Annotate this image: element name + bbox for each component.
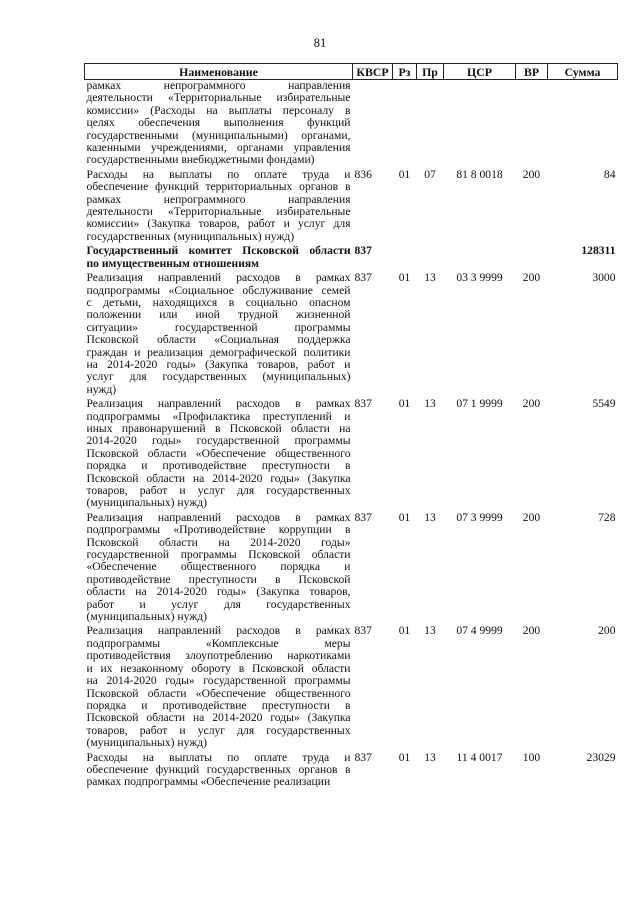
row-kvsr: 836: [354, 167, 372, 181]
row-name-line: противодействия злоупотреблению наркотиками: [86, 649, 351, 663]
row-csr: [444, 80, 516, 169]
row-vr: 200: [522, 624, 541, 638]
row-csr: 03 3 9999: [456, 271, 503, 285]
row-pr: [417, 245, 444, 272]
row-name-line: 2014-2020 годы» государственной программы: [86, 434, 351, 448]
row-name-line: деятельности «Территориальные избирательные: [86, 91, 351, 105]
table-row: [85, 398, 618, 512]
row-csr: [444, 245, 516, 272]
row-name-line: государственными (муниципальными) органами,: [86, 128, 351, 142]
row-rz: 01: [398, 397, 411, 411]
table-row: [85, 512, 618, 626]
row-kvsr: 837: [354, 244, 372, 258]
row-name: [85, 169, 353, 245]
header-rz: Рз: [393, 64, 417, 80]
row-name-line: на 2014-2020 годы» государственной программы: [86, 674, 351, 688]
header-vr: ВР: [516, 64, 548, 80]
row-name-line: и их незаконному обороту в Псковской области: [86, 661, 351, 675]
row-name-line: (муниципальных) нужд): [86, 736, 208, 750]
row-name-line: казенными учреждениями, органами управления: [86, 141, 351, 155]
row-name-line: Псковской области на 2014-2020 годы» (Закупка: [86, 711, 351, 725]
row-name-line: порядка и противодействие преступности в: [86, 698, 351, 712]
table-row: [85, 80, 618, 169]
row-name-line: работ и услуг для государственных: [86, 597, 351, 611]
row-name: [85, 398, 353, 512]
row-pr: [417, 80, 444, 169]
page-number: 81: [313, 36, 327, 50]
row-name-line: противодействие преступности в Псковской: [86, 572, 351, 586]
row-name: [85, 272, 353, 398]
row-vr: 200: [522, 397, 541, 411]
row-name-line: подпрограммы «Комплексные меры: [86, 636, 351, 650]
row-name-line: рамках непрограммного направления: [86, 79, 351, 92]
row-name-line: рамках подпрограммы «Обеспечение реализации: [86, 775, 331, 789]
row-name-line: государственных (муниципальных) нужд): [86, 229, 295, 243]
row-vr: 200: [522, 167, 541, 181]
row-name-line: по имущественным отношениям: [86, 256, 260, 270]
table-row: [85, 752, 618, 791]
row-name-line: целях обеспечения выполнения функций: [86, 116, 351, 130]
row-name-line: «Обеспечение общественного порядка и: [86, 560, 351, 574]
row-name-line: порядка и противодействие преступности в: [86, 459, 351, 473]
row-sum: 23029: [586, 750, 616, 764]
row-name-line: Расходы на выплаты по оплате труда и: [86, 750, 351, 764]
row-vr: [516, 80, 548, 169]
table-row: [85, 245, 618, 272]
row-name-line: Реализация направлений расходов в рамках: [86, 271, 351, 285]
row-kvsr: 837: [354, 624, 372, 638]
row-vr: [516, 245, 548, 272]
row-name-line: области на 2014-2020 годы» (Закупка товаров,: [86, 585, 351, 599]
row-sum: 728: [598, 510, 616, 524]
row-rz: 01: [398, 750, 411, 764]
row-sum: 3000: [592, 271, 616, 285]
row-rz: [393, 80, 417, 169]
row-kvsr: [353, 80, 393, 169]
row-name-line: обеспечение функций территориальных органов в: [86, 180, 351, 194]
row-name-line: (муниципальных) нужд): [86, 496, 208, 510]
row-name-line: положении или иной трудной жизненной: [86, 308, 351, 322]
row-pr: 13: [424, 271, 436, 285]
row-name-line: услуг для государственных (муниципальных): [86, 370, 351, 384]
row-pr: 13: [424, 624, 436, 638]
header-pr: Пр: [417, 64, 444, 80]
row-name-line: Псковской области «Обеспечение общественного: [86, 446, 351, 460]
row-sum: 84: [603, 167, 616, 181]
row-name-line: Государственный комитет Псковской области: [86, 244, 351, 258]
row-pr: 07: [424, 167, 436, 181]
row-name-line: Расходы на выплаты по оплате труда и: [86, 167, 351, 181]
row-name-line: граждан и реализация демографической политики: [86, 345, 351, 359]
row-pr: 13: [424, 750, 436, 764]
row-rz: 01: [398, 624, 411, 638]
row-csr: 11 4 0017: [456, 750, 503, 764]
row-rz: 01: [398, 167, 411, 181]
table-row: [85, 272, 618, 398]
row-csr: 07 1 9999: [456, 397, 503, 411]
row-name-line: обеспечение функций государственных органов в: [86, 762, 351, 776]
row-name-line: подпрограммы «Противодействие коррупции в: [86, 523, 351, 537]
row-kvsr: 837: [354, 271, 372, 285]
row-kvsr: 837: [354, 510, 372, 524]
row-name-line: товаров, работ и услуг для государственных: [86, 484, 351, 497]
row-name-line: государственными внебюджетными фондами): [86, 153, 315, 167]
row-name-line: товаров, работ и услуг для государственных: [86, 723, 351, 737]
row-pr: 13: [424, 510, 436, 524]
row-name: [85, 80, 353, 169]
row-name-line: Псковской области на 2014-2020 годы» (Закупка: [86, 471, 351, 485]
row-name-line: Реализация направлений расходов в рамках: [86, 624, 351, 638]
table-header: [85, 64, 618, 80]
row-vr: 200: [522, 510, 541, 524]
header-kvsr: КВСР: [353, 64, 393, 80]
row-name-line: Реализация направлений расходов в рамках: [86, 397, 351, 411]
row-name: [85, 245, 353, 272]
row-csr: 81 8 0018: [456, 167, 503, 181]
row-name-line: комиссии» (Закупка товаров, работ и услуг для: [86, 217, 351, 231]
row-name-line: Псковской области «Обеспечение общественного: [86, 686, 351, 700]
row-name-line: иных правонарушений в Псковской области на: [86, 421, 351, 435]
row-name: [85, 512, 353, 626]
header-csr: ЦСР: [444, 64, 516, 80]
row-name-line: подпрограммы «Профилактика преступлений и: [86, 409, 351, 423]
row-name-line: (муниципальных) нужд): [86, 610, 208, 624]
row-kvsr: 837: [354, 397, 372, 411]
row-name-line: Реализация направлений расходов в рамках: [86, 510, 351, 524]
table-body: [85, 80, 618, 791]
row-name-line: ситуации» государственной программы: [86, 320, 351, 334]
row-sum: [548, 80, 618, 169]
row-sum: 5549: [592, 397, 616, 411]
row-name: [85, 625, 353, 751]
row-name-line: комиссии» (Расходы на выплаты персоналу в: [86, 103, 351, 117]
row-name: [85, 752, 353, 791]
row-rz: 01: [398, 271, 411, 285]
row-name-line: подпрограммы «Социальное обслуживание семей: [86, 283, 351, 297]
row-rz: [393, 245, 417, 272]
row-name-line: Псковской области на 2014-2020 годы»: [86, 535, 351, 549]
row-name-line: рамках непрограммного направления: [86, 192, 351, 206]
row-rz: 01: [398, 510, 411, 524]
row-name-line: с детьми, находящихся в социально опасном: [86, 295, 351, 309]
row-vr: 200: [522, 271, 541, 285]
row-csr: 07 3 9999: [456, 510, 503, 524]
row-kvsr: 837: [354, 750, 372, 764]
row-vr: 100: [522, 750, 541, 764]
table-row: [85, 169, 618, 245]
header-sum: Сумма: [548, 64, 618, 80]
row-sum: 200: [598, 624, 616, 638]
row-pr: 13: [424, 397, 436, 411]
row-sum: 128311: [581, 244, 616, 258]
row-name-line: государственной программы Псковской области: [86, 548, 351, 562]
row-name-line: на 2014-2020 годы» (Закупка товаров, работ и: [86, 357, 351, 371]
header-name: Наименование: [85, 64, 353, 80]
budget-table: [84, 63, 618, 791]
row-csr: 07 4 9999: [456, 624, 503, 638]
row-name-line: Псковской области «Социальная поддержка: [86, 333, 351, 347]
table-row: [85, 625, 618, 751]
row-name-line: нужд): [86, 382, 117, 396]
row-name-line: деятельности «Территориальные избирательные: [86, 205, 351, 219]
